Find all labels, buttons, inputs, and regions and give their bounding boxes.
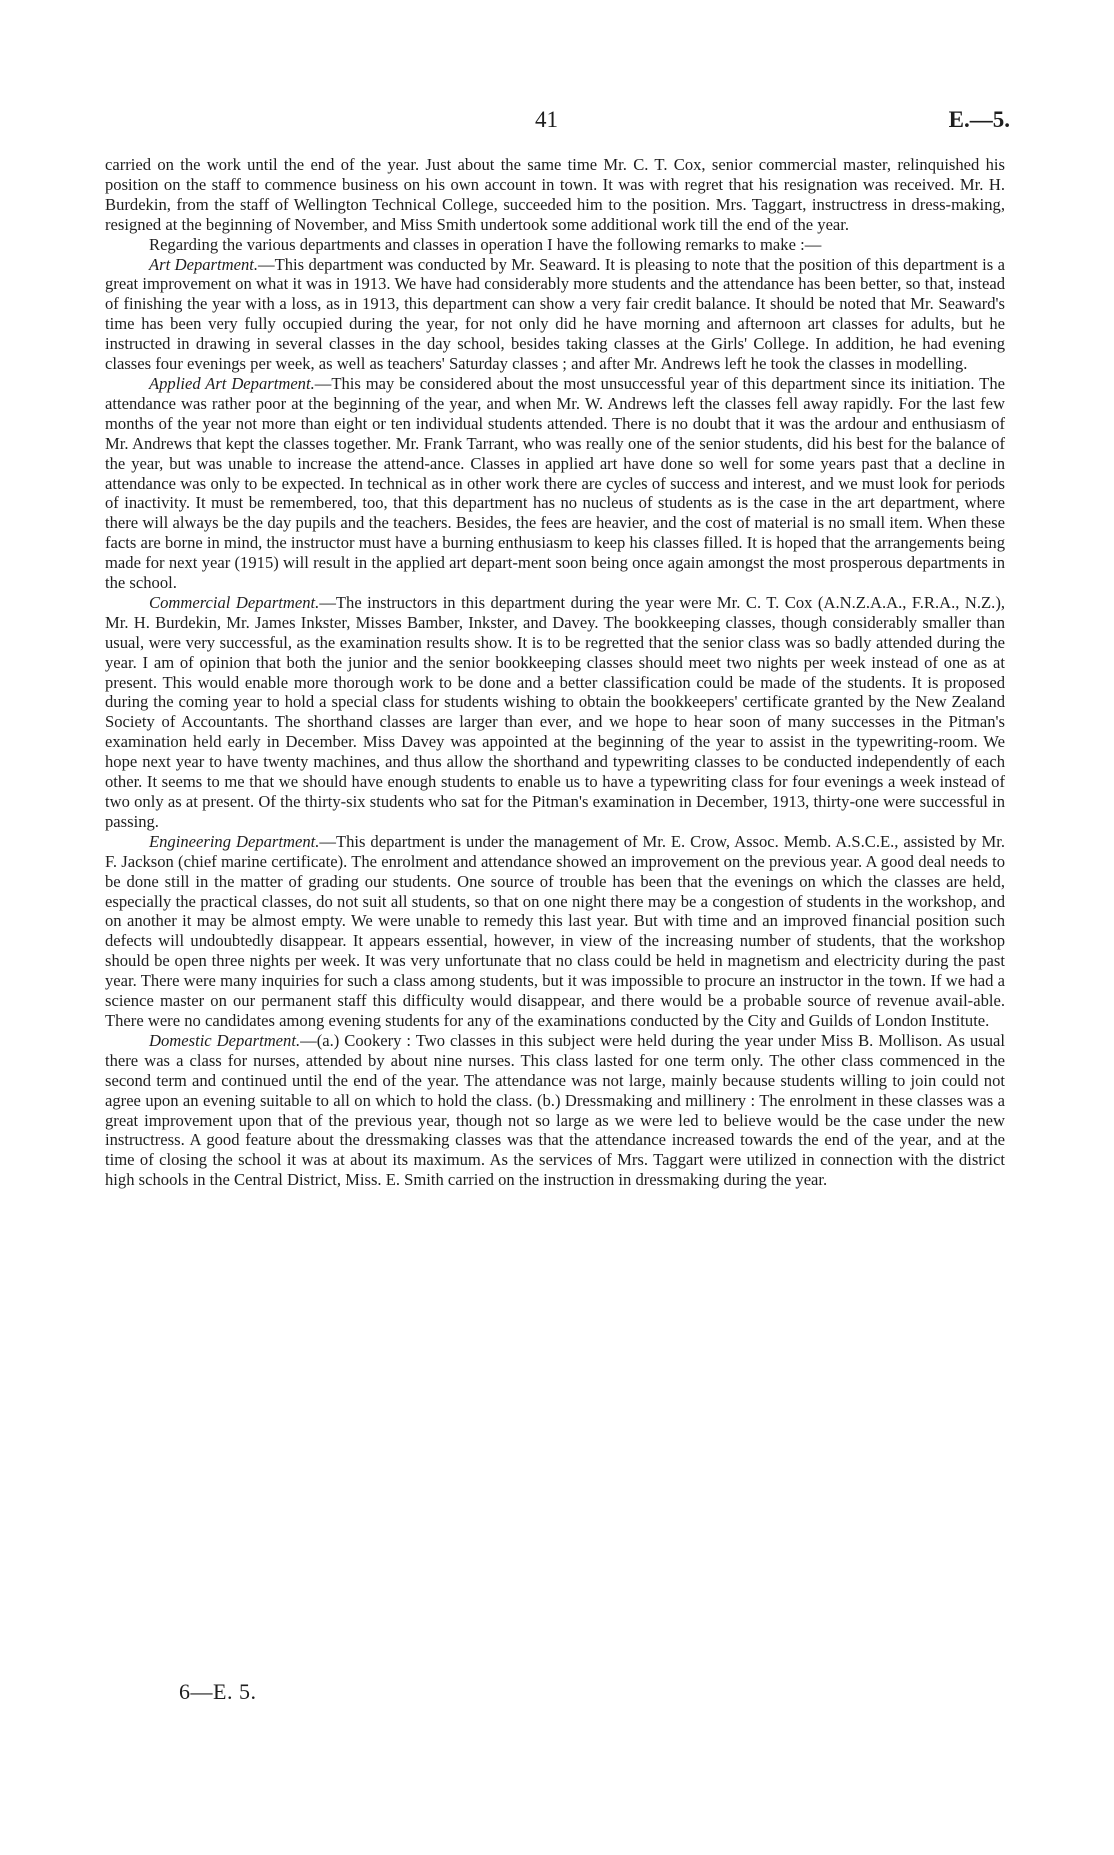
department-heading: Domestic Department. [149,1030,301,1050]
document-reference: E.—5. [948,107,1010,132]
page-header [0,107,1114,137]
paragraph-text: —(a.) Cookery : Two classes in this subject were held during the year under Miss B. Mollison. As usual there was a class for nurses, attended by about nine nurses. This class lasted for one term only. The other class commenced in the second term and continued until the end of the year. The attendance was not large, mainly because students willing to join could not agree upon an evening suitable to all on which to hold the class. (b.) Dressmaking and millinery : The enrolment in these classes was a great improvement upon that of the previous year, though not so large as we were led to believe would be the case under the new instructress. A good feature about the dressmaking classes was that the attendance increased towards the end of the year, and at the time of closing the school it was at about its maximum. As the services of Mrs. Taggart were utilized in connection with the district high schools in the Central District, Miss. E. Smith carried on the instruction in dressmaking during the year. [105,1030,1005,1190]
department-heading: Commercial Department. [149,592,320,612]
paragraph-text: —This department was conducted by Mr. Seaward. It is pleasing to note that the position of this department is a great improvement on what it was in 1913. We have had considerably more students and the attendance has been better, so that, instead of finishing the year with a loss, as in 1913, this department can show a very fair credit balance. It should be noted that Mr. Seaward's time has been very fully occupied during the year, for not only did he have morning and afternoon art classes for adults, but he instructed in drawing in several classes in the day school, besides taking classes at the Girls' College. In addition, he had evening classes four evenings per week, as well as teachers' Saturday classes ; and after Mr. Andrews left he took the classes in modelling. [105,254,1005,374]
paragraph-remarks-intro [105,235,1005,255]
paragraph-text: —This may be considered about the most unsuccessful year of this department since its initiation. The attendance was rather poor at the beginning of the year, and when Mr. W. Andrews left the classes fell away rapidly. For the last few months of the year not more than eight or ten individual students attended. There is no doubt that it was the ardour and enthusiasm of Mr. Andrews that kept the classes together. Mr. Frank Tarrant, who was really one of the senior students, did his best for the balance of the year, but was unable to increase the attend-ance. Classes in applied art have done so well for some years past that a decline in attendance was only to be expected. In technical as in other work there are cycles of success and interest, and we must look for periods of inactivity. It must be remembered, too, that this department has no nucleus of students as is the case in the art department, where there will always be the day pupils and the teachers. Besides, the fees are heavier, and the cost of material is no small item. When these facts are borne in mind, the instructor must have a burning enthusiasm to keep his classes filled. It is hoped that the arrangements being made for next year (1915) will result in the applied art depart-ment soon being once again amongst the most prosperous departments in the school. [105,373,1005,593]
paragraph-applied-art-department [105,374,1005,593]
department-heading: Art Department. [149,254,259,274]
paragraph-domestic-department [105,1031,1005,1190]
paragraph-text: Regarding the various departments and classes in operation I have the following remarks to make :— [149,234,822,254]
report-body [105,155,1005,1190]
department-heading: Engineering Department. [149,831,320,851]
paragraph-engineering-department [105,832,1005,1031]
department-heading: Applied Art Department. [149,373,315,393]
printer-signature: 6—E. 5. [179,1679,257,1704]
page-number: 41 [535,107,558,132]
paragraph-text: carried on the work until the end of the year. Just about the same time Mr. C. T. Cox, senior commercial master, relinquished his position on the staff to commence business on his own account in town. It was with regret that his resignation was received. Mr. H. Burdekin, from the staff of Wellington Technical College, succeeded him to the position. Mrs. Taggart, instructress in dress-making, resigned at the beginning of November, and Miss Smith undertook some additional work till the end of the year. [105,155,1005,234]
paragraph-art-department [105,255,1005,374]
paragraph-text: —The instructors in this department during the year were Mr. C. T. Cox (A.N.Z.A.A., F.R.A., N.Z.), Mr. H. Burdekin, Mr. James Inkster, Misses Bamber, Inkster, and Davey. The bookkeeping classes, though considerably smaller than usual, were very successful, as the examination results show. It is to be regretted that the senior class was so badly attended during the year. I am of opinion that both the junior and the senior bookkeeping classes should meet two nights per week instead of one as at present. This would enable more thorough work to be done and a better classification could be made of the students. It is proposed during the coming year to hold a special class for students wishing to obtain the bookkeepers' certificate granted by the New Zealand Society of Accountants. The shorthand classes are larger than ever, and we hope to hear soon of many successes in the Pitman's examination held early in December. Miss Davey was appointed at the beginning of the year to assist in the typewriting-room. We hope next year to have twenty machines, and thus allow the shorthand and typewriting classes to be conducted independently of each other. It seems to me that we should have enough students to enable us to have a typewriting class for four evenings a week instead of two only as at present. Of the thirty-six students who sat for the Pitman's examination in December, 1913, thirty-one were successful in passing. [105,592,1005,831]
paragraph-continuation [105,155,1005,235]
paragraph-commercial-department [105,593,1005,832]
paragraph-text: —This department is under the management of Mr. E. Crow, Assoc. Memb. A.S.C.E., assisted by Mr. F. Jackson (chief marine certificate). The enrolment and attendance showed an improvement on the previous year. A good deal needs to be done still in the matter of grading our students. One source of trouble has been that the evenings on which the classes are held, especially the practical classes, do not suit all students, so that on one night there may be a congestion of students in the workshop, and on another it may be almost empty. We were unable to remedy this last year. But with time and an improved financial position such defects will undoubtedly disappear. It appears essential, however, in view of the increasing number of students, that the workshop should be open three nights per week. It was very unfortunate that no class could be held in magnetism and electricity during the past year. There were many inquiries for such a class among students, but it was impossible to procure an instructor in the town. If we had a science master on our permanent staff this difficulty would disappear, and there would be a probable source of revenue avail-able. There were no candidates among evening students for any of the examinations conducted by the City and Guilds of London Institute. [105,831,1005,1030]
